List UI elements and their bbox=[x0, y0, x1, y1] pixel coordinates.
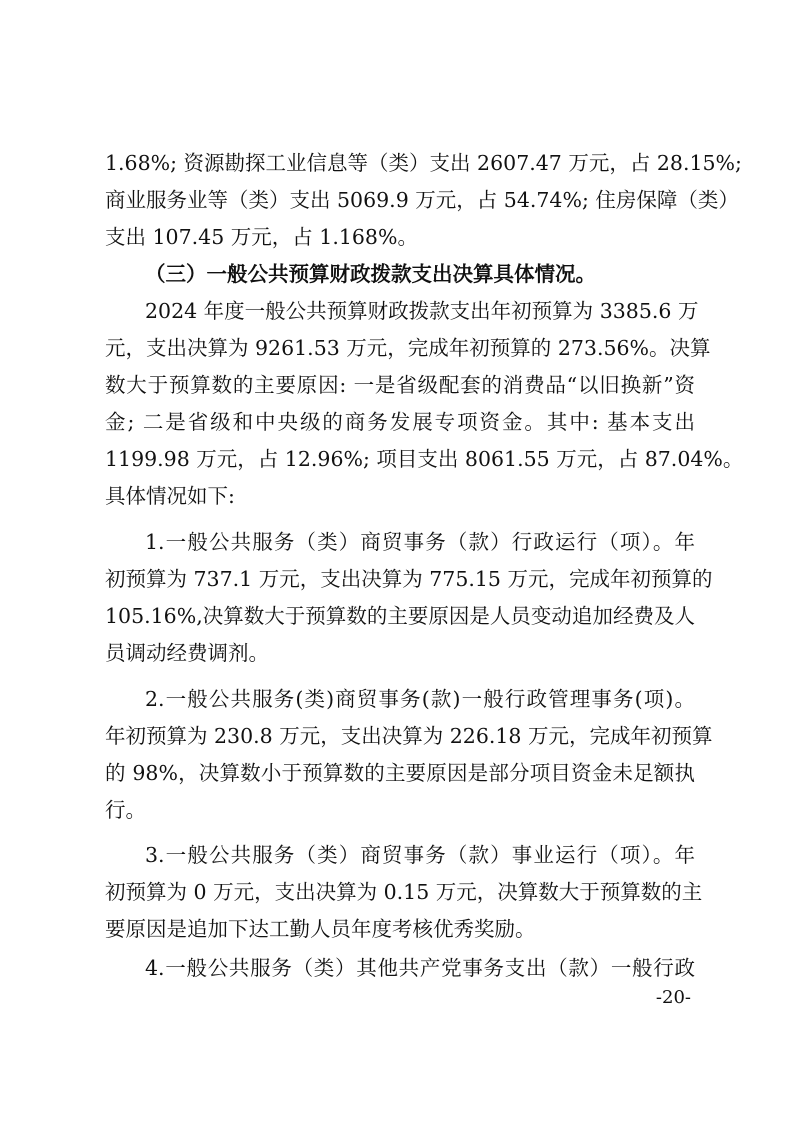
text-line: 具体情况如下: bbox=[105, 484, 235, 508]
page-number: -20- bbox=[655, 987, 691, 1008]
text-line: 金; 二是省级和中央级的商务发展专项资金。其中: 基本支出 bbox=[105, 410, 695, 434]
text-line: 元，支出决算为 9261.53 万元，完成年初预算的 273.56%。决算 bbox=[105, 336, 711, 360]
text-line: 1199.98 万元，占 12.96%; 项目支出 8061.55 万元，占 87.04%。 bbox=[105, 447, 744, 471]
text-line: 3.一般公共服务（类）商贸事务（款）事业运行（项）。年 bbox=[145, 843, 695, 867]
text-line: 员调动经费调剂。 bbox=[105, 641, 269, 665]
text-line: 初预算为 0 万元，支出决算为 0.15 万元，决算数大于预算数的主 bbox=[105, 880, 703, 904]
text-line: 2024 年度一般公共预算财政拨款支出年初预算为 3385.6 万 bbox=[145, 299, 699, 323]
text-line: 初预算为 737.1 万元，支出决算为 775.15 万元，完成年初预算的 bbox=[105, 567, 713, 591]
text-line: 支出 107.45 万元，占 1.168%。 bbox=[105, 225, 418, 249]
text-line: 1.一般公共服务（类）商贸事务（款）行政运行（项）。年 bbox=[145, 530, 695, 554]
text-line: 105.16%,决算数大于预算数的主要原因是人员变动追加经费及人 bbox=[105, 604, 695, 628]
text-line: 2.一般公共服务(类)商贸事务(款)一般行政管理事务(项)。 bbox=[145, 687, 695, 711]
section-heading: （三）一般公共预算财政拨款支出决算具体情况。 bbox=[145, 262, 596, 286]
text-line: 数大于预算数的主要原因: 一是省级配套的消费品“以旧换新”资 bbox=[105, 373, 695, 397]
text-line: 4.一般公共服务（类）其他共产党事务支出（款）一般行政 bbox=[145, 956, 695, 980]
text-line: 年初预算为 230.8 万元，支出决算为 226.18 万元，完成年初预算 bbox=[105, 724, 713, 748]
text-line: 要原因是追加下达工勤人员年度考核优秀奖励。 bbox=[105, 917, 536, 941]
text-line: 行。 bbox=[105, 798, 146, 822]
text-line: 的 98%，决算数小于预算数的主要原因是部分项目资金未足额执 bbox=[105, 761, 695, 785]
text-line: 1.68%; 资源勘探工业信息等（类）支出 2607.47 万元，占 28.15%; bbox=[105, 151, 742, 175]
text-line: 商业服务业等（类）支出 5069.9 万元，占 54.74%; 住房保障（类） bbox=[105, 188, 739, 212]
